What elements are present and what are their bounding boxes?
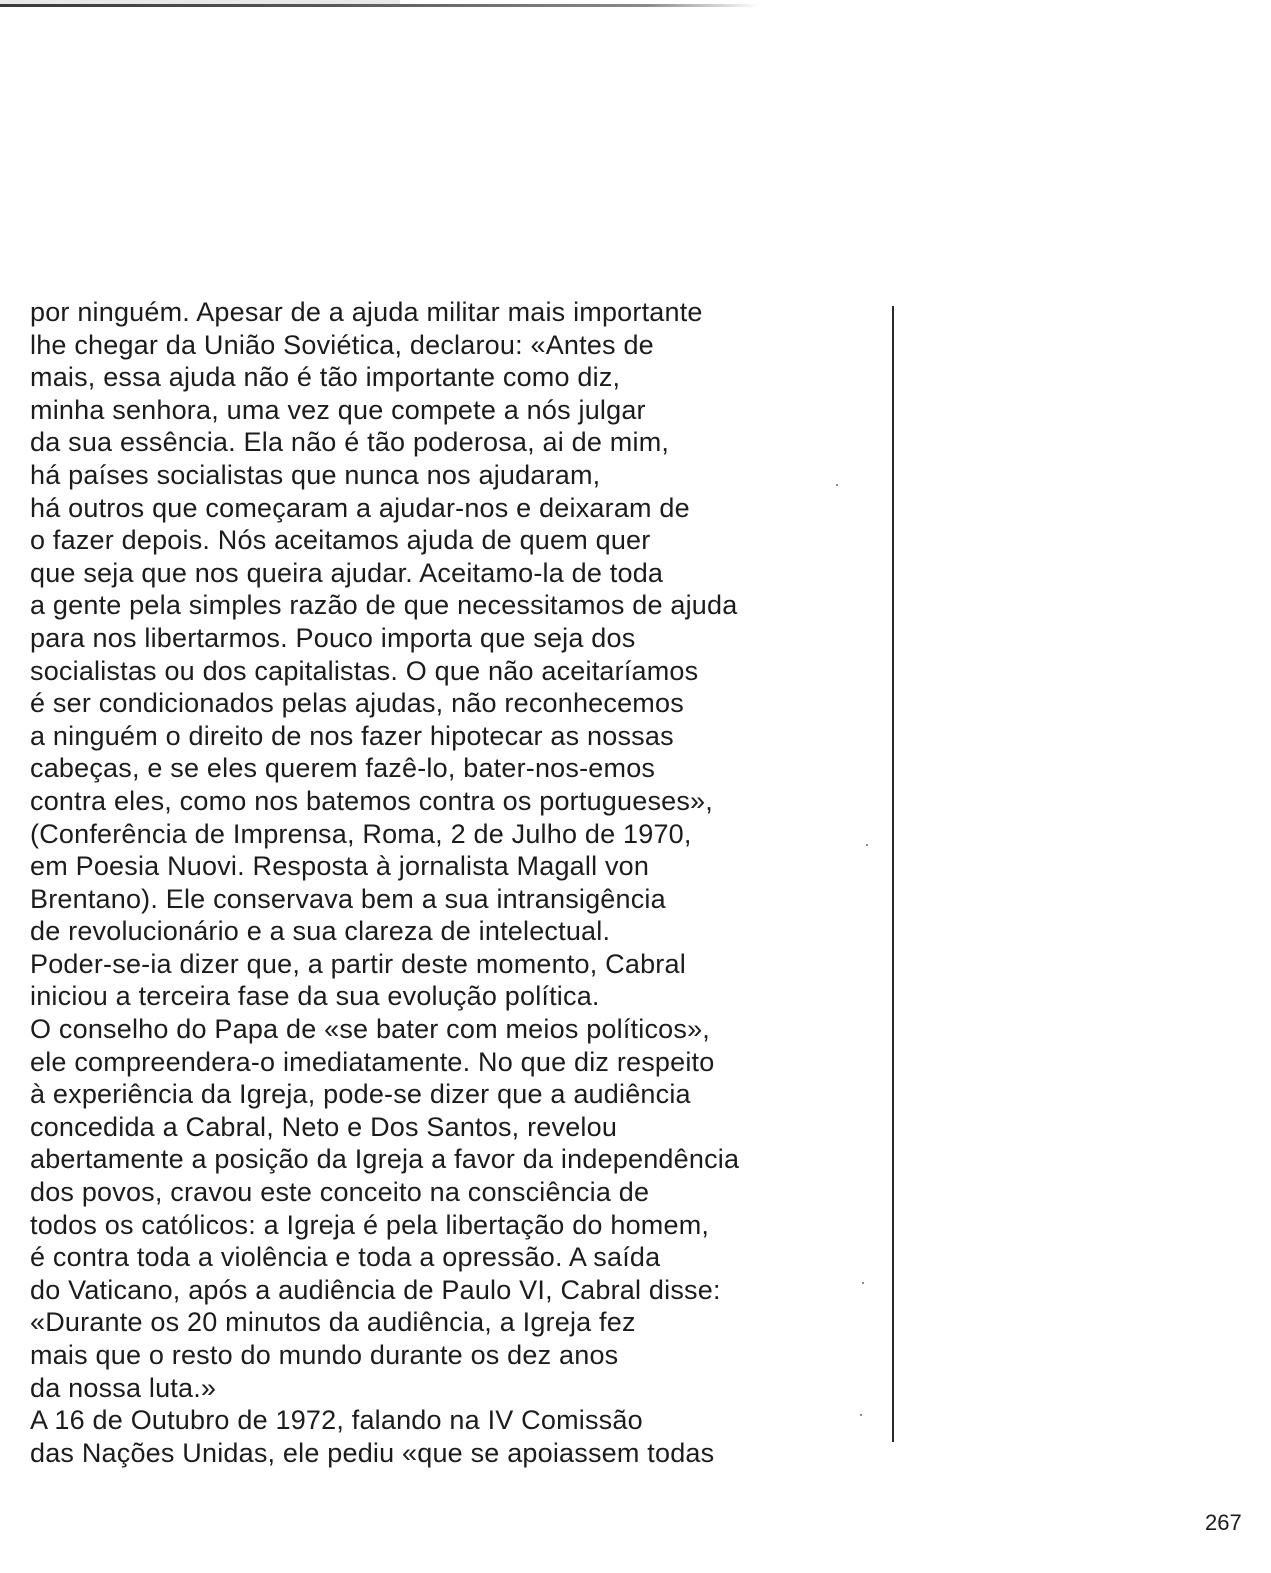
- text-line: todos os católicos: a Igreja é pela libertação do homem,: [30, 1209, 710, 1240]
- text-line: é contra toda a violência e toda a opressão. A saída: [30, 1242, 661, 1273]
- text-line: a ninguém o direito de nos fazer hipotecar as nossas: [30, 720, 674, 751]
- text-line: iniciou a terceira fase da sua evolução política.: [30, 981, 600, 1012]
- scan-speck: [860, 1414, 862, 1416]
- text-line: que seja que nos queira ajudar. Aceitamo-la de toda: [30, 557, 664, 588]
- text-line: da nossa luta.»: [30, 1372, 217, 1403]
- body-text: [30, 296, 890, 1469]
- text-line: Poder-se-ia dizer que, a partir deste momento, Cabral: [30, 948, 686, 979]
- text-line: A 16 de Outubro de 1972, falando na IV Comissão: [30, 1405, 643, 1436]
- text-line: para nos libertarmos. Pouco importa que seja dos: [30, 622, 636, 653]
- text-line: à experiência da Igreja, pode-se dizer que a audiência: [30, 1079, 691, 1110]
- text-line: Brentano). Ele conservava bem a sua intransigência: [30, 883, 666, 914]
- text-line: dos povos, cravou este conceito na consciência de: [30, 1177, 650, 1208]
- text-line: lhe chegar da União Soviética, declarou: «Antes de: [30, 329, 654, 360]
- scan-speck: [836, 484, 838, 486]
- text-line: mais, essa ajuda não é tão importante como diz,: [30, 362, 621, 393]
- text-line: de revolucionário e a sua clareza de intelectual.: [30, 916, 611, 947]
- text-line: minha senhora, uma vez que compete a nós julgar: [30, 394, 646, 425]
- text-line: é ser condicionados pelas ajudas, não reconhecemos: [30, 688, 684, 719]
- scan-speck: [866, 844, 868, 846]
- page-number: 267: [1205, 1510, 1242, 1535]
- text-line: ele compreendera-o imediatamente. No que diz respeito: [30, 1046, 715, 1077]
- top-rule: [0, 4, 760, 7]
- text-line: abertamente a posição da Igreja a favor da independência: [30, 1144, 740, 1175]
- margin-rule: [892, 306, 894, 1442]
- text-line: do Vaticano, após a audiência de Paulo VI, Cabral disse:: [30, 1274, 721, 1305]
- text-line: (Conferência de Imprensa, Roma, 2 de Julho de 1970,: [30, 818, 692, 849]
- text-line: há países socialistas que nunca nos ajudaram,: [30, 459, 601, 490]
- text-line: socialistas ou dos capitalistas. O que não aceitaríamos: [30, 655, 699, 686]
- text-line: contra eles, como nos batemos contra os portugueses»,: [30, 785, 713, 816]
- text-line: concedida a Cabral, Neto e Dos Santos, revelou: [30, 1111, 618, 1142]
- text-line: cabeças, e se eles querem fazê-lo, bater-nos-emos: [30, 753, 656, 784]
- text-line: a gente pela simples razão de que necessitamos de ajuda: [30, 590, 738, 621]
- text-line: há outros que começaram a ajudar-nos e deixaram de: [30, 492, 690, 523]
- text-line: em Poesia Nuovi. Resposta à jornalista Magall von: [30, 851, 650, 882]
- text-line: «Durante os 20 minutos da audiência, a Igreja fez: [30, 1307, 636, 1338]
- text-line: por ninguém. Apesar de a ajuda militar mais importante: [30, 297, 703, 327]
- scan-speck: [862, 1282, 864, 1284]
- text-line: mais que o resto do mundo durante os dez anos: [30, 1340, 619, 1370]
- text-line: O conselho do Papa de «se bater com meios políticos»,: [30, 1014, 710, 1045]
- text-line: o fazer depois. Nós aceitamos ajuda de quem quer: [30, 525, 651, 556]
- text-line: das Nações Unidas, ele pediu «que se apoiassem todas: [30, 1437, 715, 1468]
- text-line: da sua essência. Ela não é tão poderosa, ai de mim,: [30, 427, 670, 458]
